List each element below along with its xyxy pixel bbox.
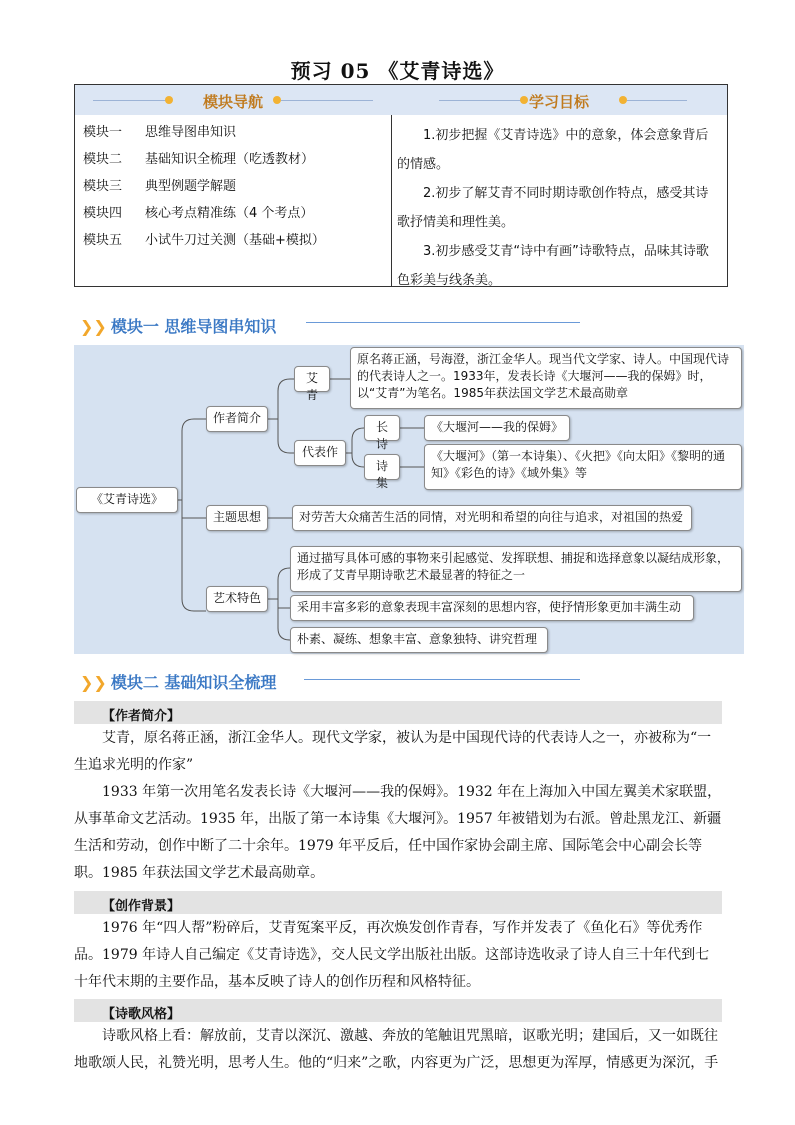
module1-heading: ❯❯ 模块一 思维导图串知识: [80, 317, 277, 336]
node-art-item: 采用丰富多彩的意象表现丰富深刻的思想内容，使抒情形象更加丰满生动: [290, 595, 694, 621]
nav-item: 模块三 典型例题学解题: [83, 179, 237, 194]
paragraph: 艾青，原名蒋正涵，浙江金华人。现代文学家，被认为是中国现代诗的代表诗人之一，亦被称为“一生追求光明的作家”: [74, 730, 712, 773]
mind-map: [74, 345, 744, 654]
header-table: [74, 84, 728, 287]
node-author-intro: 作者简介: [206, 406, 268, 432]
paragraph: 1976 年“四人帮”粉碎后，艾青冤案平反，再次焕发创作青春，写作并发表了《鱼化石》等优秀作品。1979 年诗人自己编定《艾青诗选》，交人民文学出版社出版。这部诗选收录了诗人自三十年代到七十年代末期的主要作品，基本反映了诗人的创作历程和风格特征。: [74, 920, 710, 990]
heading-rule: [306, 322, 580, 323]
node-collections: 诗集: [364, 454, 400, 480]
section-label-author: 【作者简介】: [74, 701, 722, 724]
module-nav-panel: [75, 85, 392, 286]
nav-item: 模块五 小试牛刀过关测（基础+模拟）: [83, 233, 325, 248]
node-collections-desc: 《大堰河》（第一本诗集）、《火把》《向太阳》《黎明的通知》《彩色的诗》《域外集》等: [424, 444, 742, 490]
goals-panel: [391, 85, 727, 286]
page-title: 预习 05 《艾青诗选》: [290, 59, 505, 83]
goal-item: 2.初步了解艾青不同时期诗歌创作特点，感受其诗歌抒情美和理性美。: [397, 186, 709, 230]
double-chevron-icon: ❯❯: [80, 673, 107, 692]
nav-item: 模块四 核心考点精准练（4 个考点）: [83, 206, 314, 221]
section-label-style: 【诗歌风格】: [74, 999, 722, 1022]
module-nav-header: [75, 85, 391, 115]
module2-heading: ❯❯ 模块二 基础知识全梳理: [80, 673, 277, 692]
paragraph: 1933 年第一次用笔名发表长诗《大堰河——我的保姆》。1932 年在上海加入中国左翼美术家联盟，从事革命文艺活动。1935 年，出版了第一本诗集《大堰河》。1957 年被错划为右派。曾赴黑龙江、新疆生活和劳动，创作中断了二十余年。1979 年平反后，任中国作家协会副主席、国际笔会中心副会长等职。1985 年获法国文学艺术最高勋章。: [74, 784, 722, 881]
goal-item: 1.初步把握《艾青诗选》中的意象，体会意象背后的情感。: [397, 128, 709, 172]
node-art: 艺术特色: [206, 586, 268, 612]
nav-item: 模块一 思维导图串知识: [83, 125, 237, 140]
nav-item: 模块二 基础知识全梳理（吃透教材）: [83, 152, 315, 167]
double-chevron-icon: ❯❯: [80, 317, 107, 336]
goals-header: [391, 85, 727, 115]
goal-item: 3.初步感受艾青“诗中有画”诗歌特点，品味其诗歌色彩美与线条美。: [397, 244, 709, 288]
node-theme: 主题思想: [206, 505, 268, 531]
node-aiqing-desc: 原名蒋正涵，号海澄，浙江金华人。现当代文学家、诗人。中国现代诗的代表诗人之一。1933年，发表长诗《大堰河——我的保姆》时，以“艾青”为笔名。1985年获法国文学艺术最高勋章: [350, 347, 742, 409]
node-art-item: 朴素、凝练、想象丰富、意象独特、讲究哲理: [290, 627, 548, 653]
mind-map-root: 《艾青诗选》: [76, 487, 178, 513]
node-art-item: 通过描写具体可感的事物来引起感觉、发挥联想、捕捉和选择意象以凝结成形象，形成了艾青早期诗歌艺术最显著的特征之一: [290, 546, 742, 592]
module-nav-heading: 模块导航: [202, 93, 263, 111]
paragraph: 诗歌风格上看：解放前，艾青以深沉、激越、奔放的笔触诅咒黑暗，讴歌光明；建国后，又一如既往地歌颂人民，礼赞光明，思考人生。他的“归来”之歌，内容更为广泛，思想更为浑厚，情感更为深沉，手: [74, 1028, 719, 1071]
goals-heading: 学习目标: [528, 93, 589, 111]
node-works: 代表作: [294, 440, 346, 466]
section-label-background: 【创作背景】: [74, 891, 722, 914]
node-long-poem-desc: 《大堰河——我的保姆》: [424, 415, 570, 441]
node-theme-desc: 对劳苦大众痛苦生活的同情，对光明和希望的向往与追求，对祖国的热爱: [292, 505, 692, 531]
dot-icon: [273, 96, 281, 104]
divider-line: [627, 100, 687, 101]
divider-line: [281, 100, 373, 101]
dot-icon: [619, 96, 627, 104]
node-aiqing: 艾青: [294, 366, 330, 392]
node-long-poem: 长诗: [364, 415, 400, 441]
heading-rule: [304, 679, 580, 680]
